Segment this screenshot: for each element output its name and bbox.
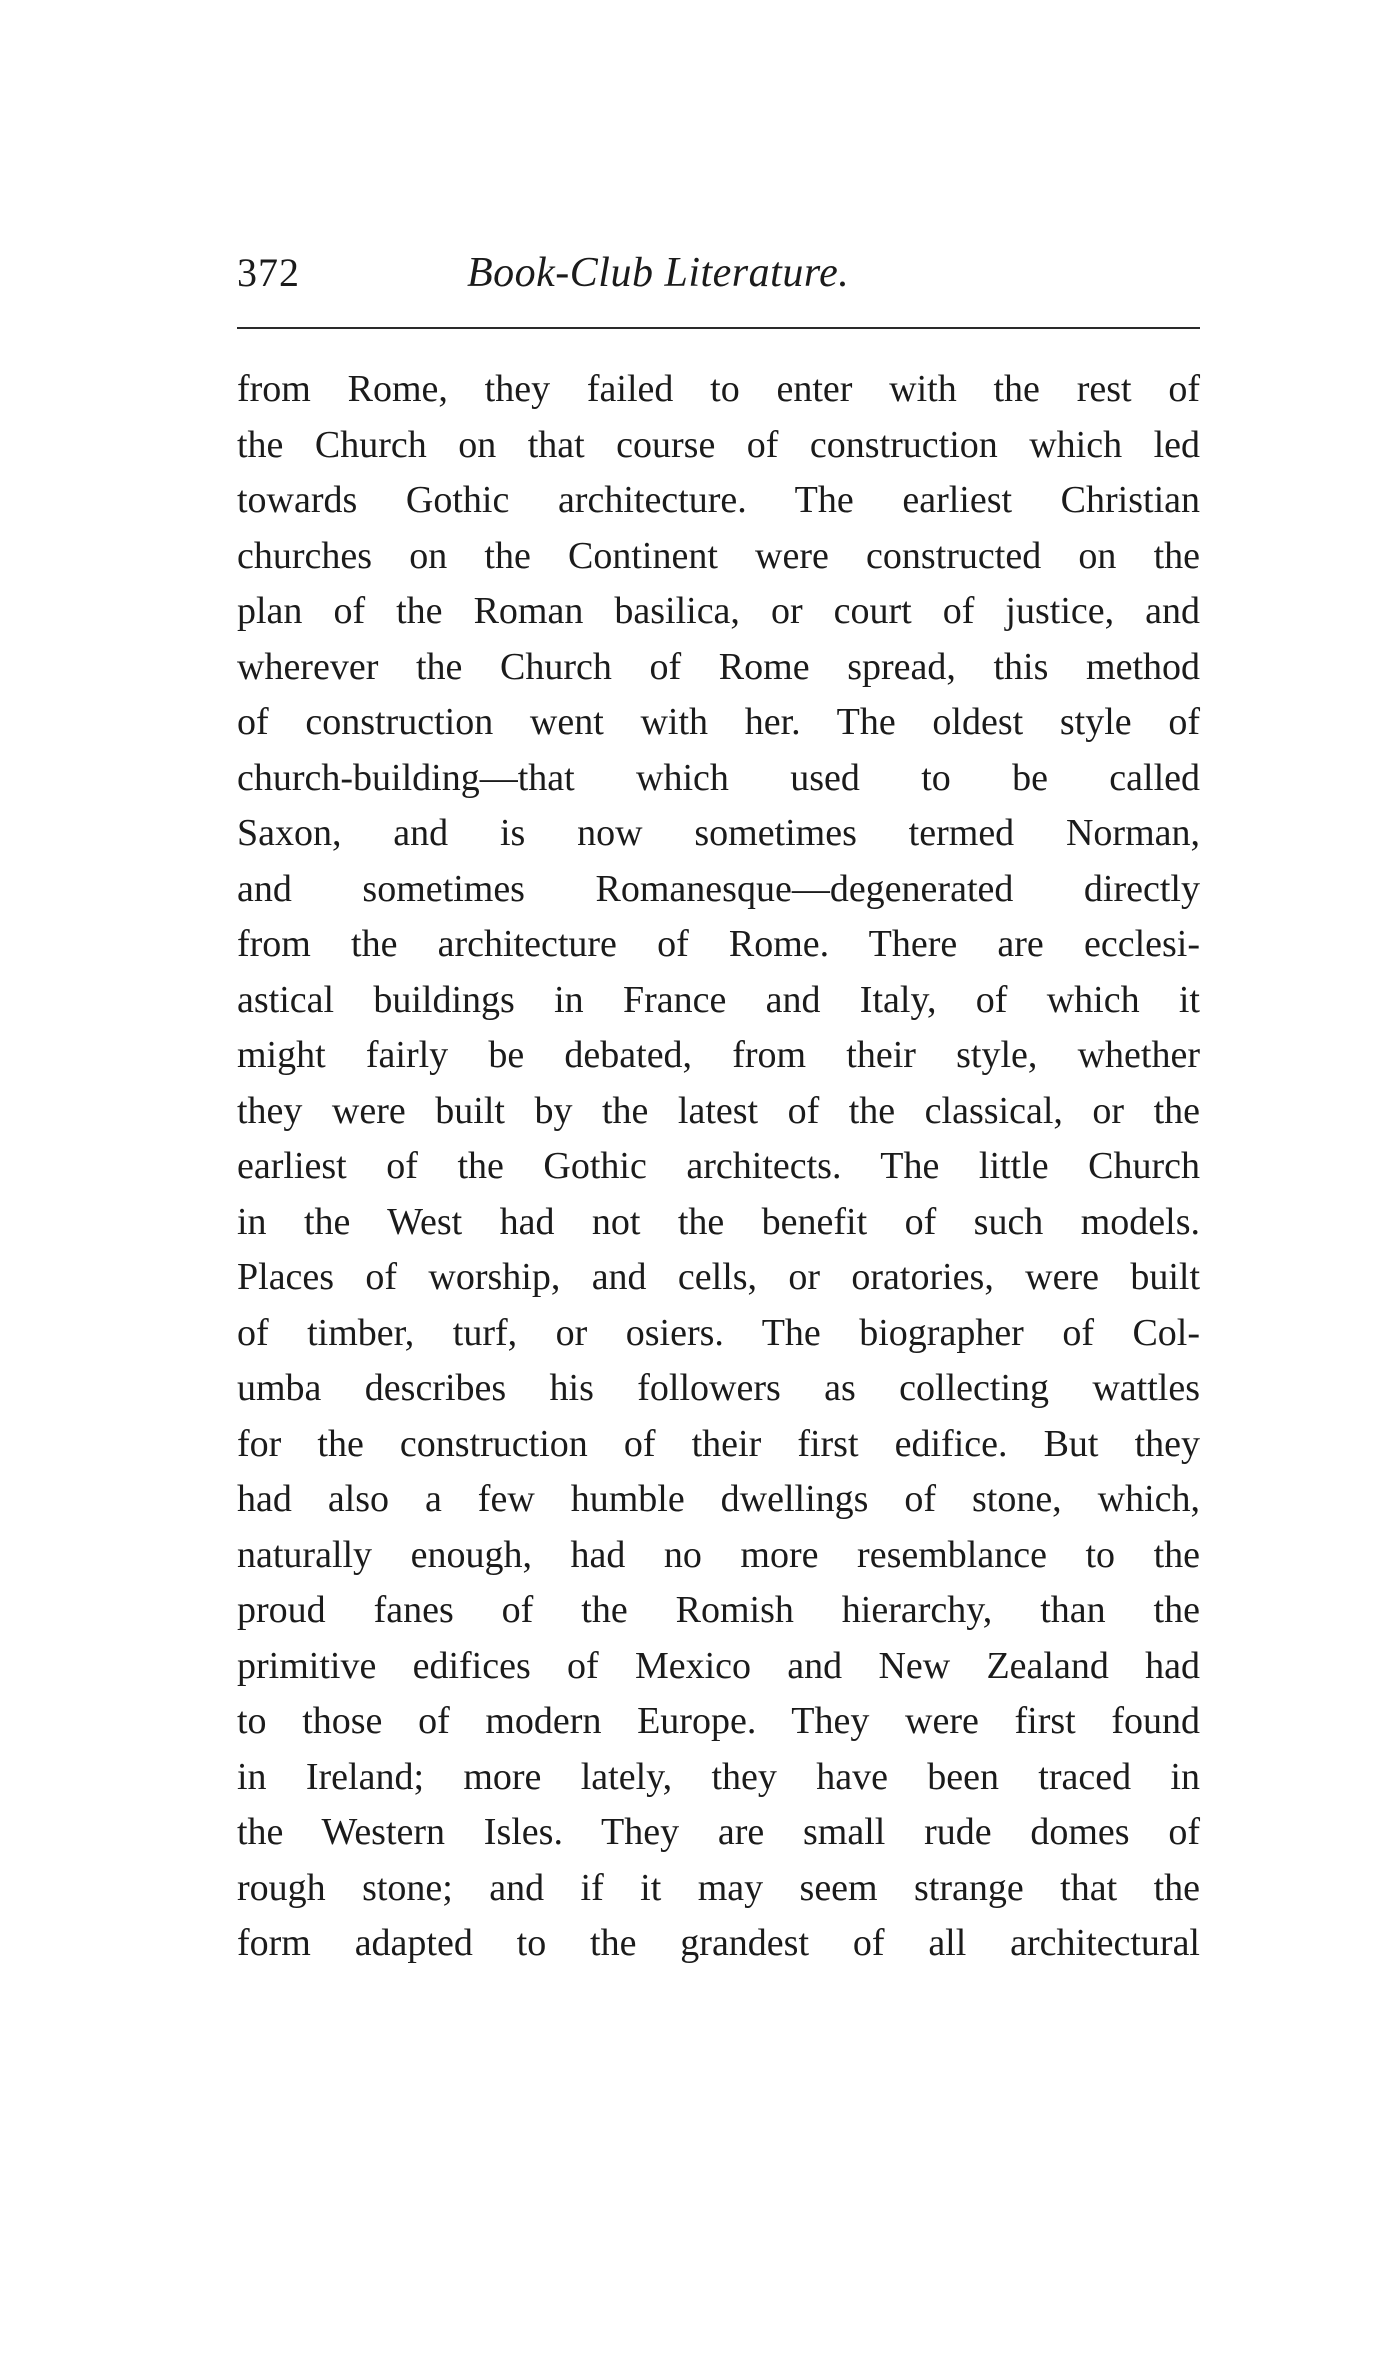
text-line: of timber, turf, or osiers. The biographer of Col- xyxy=(237,1311,1200,1354)
text-line: primitive edifices of Mexico and New Zealand had xyxy=(237,1644,1200,1687)
text-line: from Rome, they failed to enter with the rest of xyxy=(237,368,1200,410)
text-line: had also a few humble dwellings of stone, which, xyxy=(237,1478,1200,1520)
text-line: naturally enough, had no more resemblance to the xyxy=(237,1533,1200,1576)
text-line: of construction went with her. The oldest style of xyxy=(237,701,1200,743)
text-line: church-building—that which used to be called xyxy=(237,756,1200,799)
text-line: churches on the Continent were constructed on the xyxy=(237,534,1200,577)
text-line: earliest of the Gothic architects. The little Church xyxy=(237,1145,1200,1187)
text-line: proud fanes of the Romish hierarchy, than the xyxy=(237,1589,1200,1631)
page-number: 372 xyxy=(237,250,300,295)
text-line: plan of the Roman basilica, or court of justice, and xyxy=(237,590,1200,632)
text-line: Saxon, and is now sometimes termed Norman, xyxy=(237,812,1200,854)
text-line: the Church on that course of construction which led xyxy=(237,423,1200,466)
text-line: Places of worship, and cells, or oratories, were built xyxy=(237,1256,1200,1298)
text-line: for the construction of their first edifice. But they xyxy=(237,1422,1200,1465)
running-head xyxy=(237,243,1200,303)
text-line: and sometimes Romanesque—degenerated directly xyxy=(237,867,1200,910)
text-line: the Western Isles. They are small rude domes of xyxy=(237,1811,1200,1853)
text-line: in the West had not the benefit of such models. xyxy=(237,1200,1200,1243)
text-line: from the architecture of Rome. There are ecclesi- xyxy=(237,923,1200,965)
text-line: rough stone; and if it may seem strange that the xyxy=(237,1866,1200,1909)
text-line: form adapted to the grandest of all architectural xyxy=(237,1922,1200,1964)
text-line: to those of modern Europe. They were first found xyxy=(237,1700,1200,1742)
body-text xyxy=(237,362,1200,1972)
text-line: towards Gothic architecture. The earliest Christian xyxy=(237,479,1200,521)
text-line: wherever the Church of Rome spread, this method xyxy=(237,645,1200,688)
text-line: astical buildings in France and Italy, of which it xyxy=(237,978,1200,1021)
text-line: umba describes his followers as collecting wattles xyxy=(237,1367,1200,1409)
header-rule xyxy=(237,327,1200,329)
running-title: Book-Club Literature. xyxy=(467,250,850,296)
text-line: in Ireland; more lately, they have been traced in xyxy=(237,1755,1200,1798)
text-line: might fairly be debated, from their style, whether xyxy=(237,1034,1200,1076)
text-line: they were built by the latest of the classical, or the xyxy=(237,1089,1200,1132)
